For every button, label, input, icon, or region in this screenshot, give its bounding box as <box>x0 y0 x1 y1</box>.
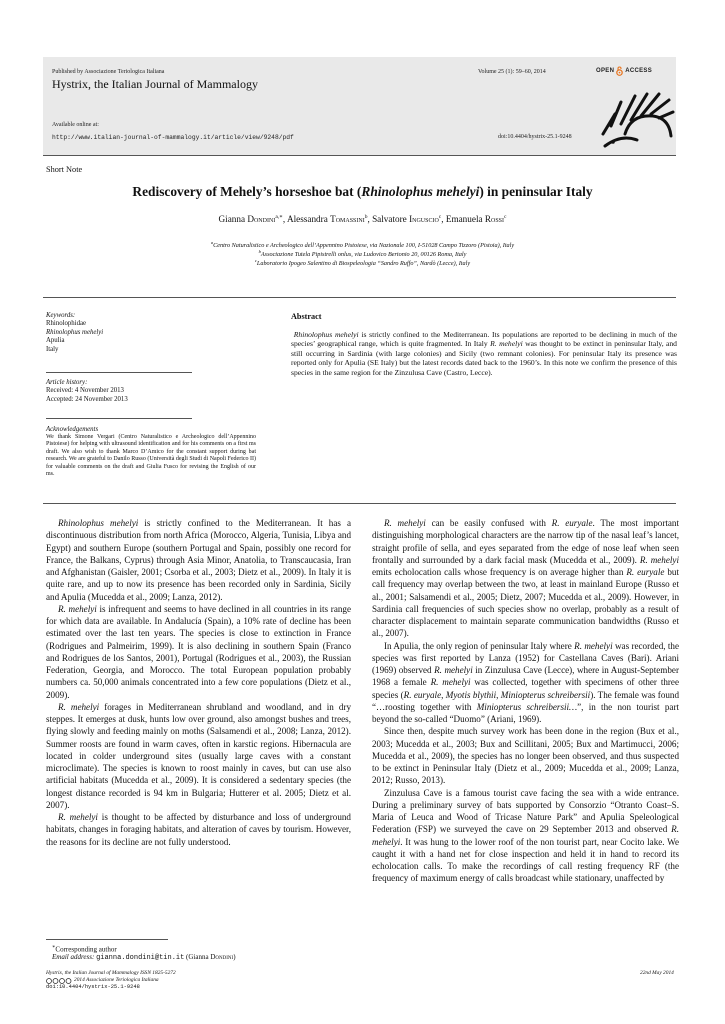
paragraph-text: is strictly confined to the Mediterranean. It has a discontinuous distribution from north Africa (Morocco, Algeria, Tunisia, Libya and Egypt) and southern Europe (southern Portugal and Spain, possibly one record for France, the Balkans, Cyprus) through Asia Minor, Anatolia, to Transcaucasia, Iran and Afghanistan (Gaisler, 2001; Csorba et al., 2003; Dietz et al., 2009). In Italy it is quite rare, and up to now its presence has been recorded only in Sardinia, Sicily and Apulia (Mucedda et al., 2009; Lanza, 2012). <box>46 518 351 602</box>
publication-date: 22nd May 2014 <box>640 970 674 976</box>
abstract-species: Rhinolophus mehelyi <box>293 330 359 339</box>
species-name: R. mehelyi <box>434 665 473 675</box>
article-history-block <box>46 379 192 404</box>
body-column-right <box>372 517 679 885</box>
abstract-divider <box>43 503 676 504</box>
footer-doi: doi:10.4404/hystrix-25.1-9248 <box>46 984 140 990</box>
species-name: R. euryale <box>403 689 442 700</box>
publisher-line: Published by Associazione Teriologica Italiana <box>52 69 165 75</box>
author-4-last: Rossi <box>484 214 505 225</box>
article-url-link[interactable]: http://www.italian-journal-of-mammalogy.it/article/view/9248/pdf <box>52 134 294 141</box>
email-name: Dondini <box>210 953 234 961</box>
paragraph-text: Since then, despite much survey work has been done in the region (Bux et al., 2003; Mucedda et al., 2003; Bux and Scillitani, 2005; Bux and Martimucci, 2006; Mucedda et al., 2009), the species has no longer been observed, and thus suspected to be extinct in Peninsular Italy (Dietz et al., 2009; Mucedda et al., 2009; Lanza, 2012; Russo, 2013). <box>372 726 679 786</box>
email-note <box>52 953 236 963</box>
author-1-last: Dondini <box>247 214 276 225</box>
body-paragraph <box>372 725 679 786</box>
abstract-text <box>291 330 677 377</box>
copyright-text: 2014 Associazione Teriologica Italiana <box>74 977 159 983</box>
acknowledgements-text: We thank Simone Vergari (Centro Naturalistico e Archeologico dell’Appennino Pistoiese) for helping with ultrasound identification and for his comments on a first ms draft. We also wish to thank Marco D’Amico for the constant support during bat research. We are grateful to Danilo Russo (Università degli Studi di Napoli Federico II) for valuable comments on the draft and Giulia Fusco for revising the English of our ms. <box>46 433 257 477</box>
author-list <box>0 214 725 224</box>
keywords-heading: Keywords: <box>46 312 76 319</box>
species-name: R. euryale <box>626 567 665 577</box>
body-paragraph <box>46 517 351 603</box>
author-3-mark: c <box>438 214 442 220</box>
history-heading: Article history: <box>46 379 88 386</box>
body-paragraph <box>372 787 679 885</box>
keyword-item: Apulia <box>46 337 65 345</box>
author-1-first: Gianna <box>218 214 248 225</box>
front-matter-divider <box>43 297 676 298</box>
volume-info: Volume 25 (1): 59–60, 2014 <box>478 69 546 75</box>
affiliation-b-mark: b <box>258 249 261 254</box>
species-name: R. mehelyi <box>639 554 679 565</box>
email-name-close: ) <box>233 953 236 961</box>
abstract-text-2: was thought to be extinct in peninsular Italy, and still occurring in Sardinia (with large colonies) and Sicily (two remnant colonies). For peninsular Italy its presence was reported only for Apulia (SE Italy) but the latest records dated back to the 1960’s. In this note we confirm the presence of this species in the same region for the Zinzulusa Cave (Castro, Lecce). <box>291 339 677 377</box>
body-column-left <box>46 517 351 848</box>
author-3-last: Inguscio <box>409 214 439 225</box>
title-species: Rhinolophus mehelyi <box>361 184 480 199</box>
body-paragraph <box>46 811 351 848</box>
species-name: Miniopterus schreibersii… <box>476 701 578 712</box>
header-doi: doi:10.4404/hystrix-25.1-9248 <box>498 134 572 140</box>
body-paragraph <box>372 640 679 726</box>
abstract-species: R. mehelyi <box>490 339 523 349</box>
species-name: R. mehelyi <box>574 640 613 651</box>
keyword-item: Italy <box>46 345 59 353</box>
open-access-right-label: ACCESS <box>625 68 653 74</box>
paragraph-text: ”, in the non tourist part beyond the so-called “Duomo” (Ariani, 1969). <box>372 701 679 724</box>
author-2-last: Tomassini <box>330 214 365 225</box>
acknowledgements-block <box>46 426 256 479</box>
title-part-2: ) in peninsular Italy <box>479 184 593 199</box>
species-name: R. mehelyi <box>58 812 98 822</box>
paragraph-text: Zinzulusa Cave is a famous tourist cave facing the sea with a wide entrance. During a preliminary survey of bats supported by Consorzio “Otranto Coast–S. Maria of Leuca and Wood of Tricase Nature Park” and Apulia Speleological Federation (FSP) we surveyed the cave on 29 September 2013 and observed <box>372 787 679 835</box>
paragraph-text: emits echolocation calls whose frequency is on average higher than <box>372 567 627 577</box>
author-sep-1: , <box>282 214 287 225</box>
keywords-divider <box>46 372 192 373</box>
affiliation-a-text: Centro Naturalistico e Archeologico dell’Appennino Pistoiese, via Nazionale 100, I-51028 Campo Tizzoro (Pistoia), Italy <box>213 242 515 250</box>
email-name-open: (Gianna <box>184 953 211 961</box>
keyword-item: Rhinolophus mehelyi <box>46 328 104 336</box>
paragraph-text: ). The female was found “…roosting together with <box>372 689 680 712</box>
paragraph-text: forages in Mediterranean shrubland and woodland, and in dry steppes. It emerges at dusk, hunts low over ground, also amongst bushes and trees, flying slowly and feeding mainly on moths (Salsamendi et al., 2008; Lanza, 2012). Summer roosts are found in warm caves, often in karstic regions. Hibernacula are located in colder underground sites (usually large caves with a constant microclimate). The species is known to roost mainly in caves, but can use also artificial habitats (Mucedda et al., 2009). It is considered a sedentary species (the longest distance recorded is 94 km in Bulgaria; Hutterer et al. 2005; Dietz et al. 2007). <box>46 701 351 810</box>
species-name: R. mehelyi <box>372 824 679 847</box>
paragraph-text: was recorded, the species was first reported by Lanza (1952) for Castellana Caves (Bari). Ariani (1969) observed <box>372 640 680 675</box>
species-name: R. euryale <box>551 518 593 528</box>
species-name: Miniopterus schreibersii <box>500 689 591 700</box>
affiliation-c <box>0 256 725 268</box>
affiliation-b-text: Associazione Tutela Pipistrelli onlus, via Ludovico Bertonio 20, 00126 Roma, Italy <box>260 251 467 259</box>
keyword-item: Rhinolophidae <box>46 320 87 328</box>
paragraph-text: was collected, together with specimens of other three species ( <box>372 677 679 700</box>
paragraph-text: , <box>496 689 501 700</box>
species-name: Rhinolophus mehelyi <box>58 518 139 528</box>
open-access-lock-icon <box>616 66 623 76</box>
acknowledgements-heading: Acknowledgements <box>46 426 99 433</box>
header-divider <box>43 155 676 156</box>
species-name: R. mehelyi <box>430 677 471 688</box>
body-paragraph <box>46 603 351 701</box>
footnote-mark: ∗ <box>52 945 56 950</box>
accepted-date: Accepted: 24 November 2013 <box>46 395 128 403</box>
author-2-mark: b <box>364 214 368 220</box>
history-divider <box>46 418 192 419</box>
author-sep-3: , <box>441 214 446 225</box>
paragraph-text: In Apulia, the only region of peninsular Italy where <box>384 640 575 651</box>
paragraph-text: is infrequent and seems to have declined in all countries in its range for which data are available. In Andalucía (Spain), a 10% rate of decline has been estimated over the last ten years. The species is close to extinction in France (Rodrigues and Palmeirim, 1999). It is also declining in southern Spain (Franco and Rodrigues de los Santos, 2001), Portugal (Rodrigues et al., 2003), the Russian Federation, Georgia, and Morocco. The total European population probably numbers ca. 50,000 animals concentrated into a few core populations (Dietz et al., 2009). <box>46 603 351 700</box>
creative-commons-icon <box>46 978 72 984</box>
porcupine-logo-icon <box>591 78 675 154</box>
affiliation-c-mark: c <box>254 258 257 263</box>
section-label: Short Note <box>46 165 83 174</box>
body-paragraph <box>46 701 351 811</box>
title-part-1: Rediscovery of Mehely’s horseshoe bat ( <box>132 184 362 199</box>
copyright-line <box>46 977 159 984</box>
paragraph-text: but call frequency may overlap between the two, at least in mainland Europe (Russo et al., 2001; Salsamendi et al., 2005; Dietz, 2007; Mucedda et al., 2009). However, in Sardinia call frequencies of such species show no overlap, probably as a result of character displacement to maintain separate communication bandwidths (Russo et al., 2007). <box>372 567 679 639</box>
paragraph-text: . It was hung to the lower roof of the non tourist part, near Cocito lake. We caught it with a hand net for close inspection and held it in hand to record its echolocation calls. To make the recordings of call resting frequency RF (the frequency of maximum energy of calls broadcast while stationary, unaffected by <box>372 836 679 884</box>
species-name: Myotis blythii <box>445 689 497 700</box>
paragraph-text: in Zinzulusa Cave (Lecce), where in August-September 1968 a female <box>372 665 679 688</box>
author-4-mark: c <box>504 214 507 220</box>
species-name: R. mehelyi <box>58 603 97 614</box>
author-3-first: Salvatore <box>372 214 410 225</box>
species-name: R. mehelyi <box>384 518 426 528</box>
paragraph-text: can be easily confused with <box>425 518 552 528</box>
author-1-mark: a,∗ <box>275 214 283 220</box>
email-label: Email address: <box>52 953 97 961</box>
author-2-first: Alessandra <box>286 214 331 225</box>
author-4-first: Emanuela <box>445 214 485 225</box>
open-access-badge <box>596 66 652 76</box>
article-title <box>0 184 725 200</box>
available-online-label: Available online at: <box>52 122 99 128</box>
abstract-text-1: is strictly confined to the Mediterranean. Its populations are reported to be declining in much of the species’ geographical range, which is quite fragmented. In Italy <box>291 330 678 349</box>
email-link[interactable]: gianna.dondini@tin.it <box>96 954 185 962</box>
paragraph-text: . The most important distinguishing morphological characters are the narrow tip of the nasal leaf’s lancet, straight profile of sella, and eyes separated from the edge of nose leaf when seen frontally and surrounded by a dark facial mask (Mucedda et al., 2009). <box>372 518 679 565</box>
paragraph-text: , <box>441 689 446 700</box>
open-access-left-label: OPEN <box>596 68 615 74</box>
affiliation-c-text: Laboratorio Ipogeo Salentino di Biospeleologia “Sandro Ruffo”, Nardò (Lecce), Italy <box>256 260 471 268</box>
author-sep-2: , <box>367 214 373 225</box>
keywords-block <box>46 312 192 354</box>
corresponding-label: Corresponding author <box>55 945 117 954</box>
abstract-heading: Abstract <box>291 312 322 321</box>
affiliation-a-mark: a <box>210 240 214 245</box>
journal-name: Hystrix, the Italian Journal of Mammalogy <box>52 77 258 91</box>
species-name: R. mehelyi <box>58 701 100 712</box>
paragraph-text: is thought to be affected by disturbance and loss of underground habitats, changes in foraging habitats, and alteration of caves by tourism. However, the reasons for its decline are not fully understood. <box>46 812 351 847</box>
received-date: Received: 4 November 2013 <box>46 387 124 395</box>
body-paragraph <box>372 517 679 640</box>
footnote-divider <box>46 939 168 940</box>
journal-issn: Hystrix, the Italian Journal of Mammalogy ISSN 1825-5272 <box>46 970 176 976</box>
